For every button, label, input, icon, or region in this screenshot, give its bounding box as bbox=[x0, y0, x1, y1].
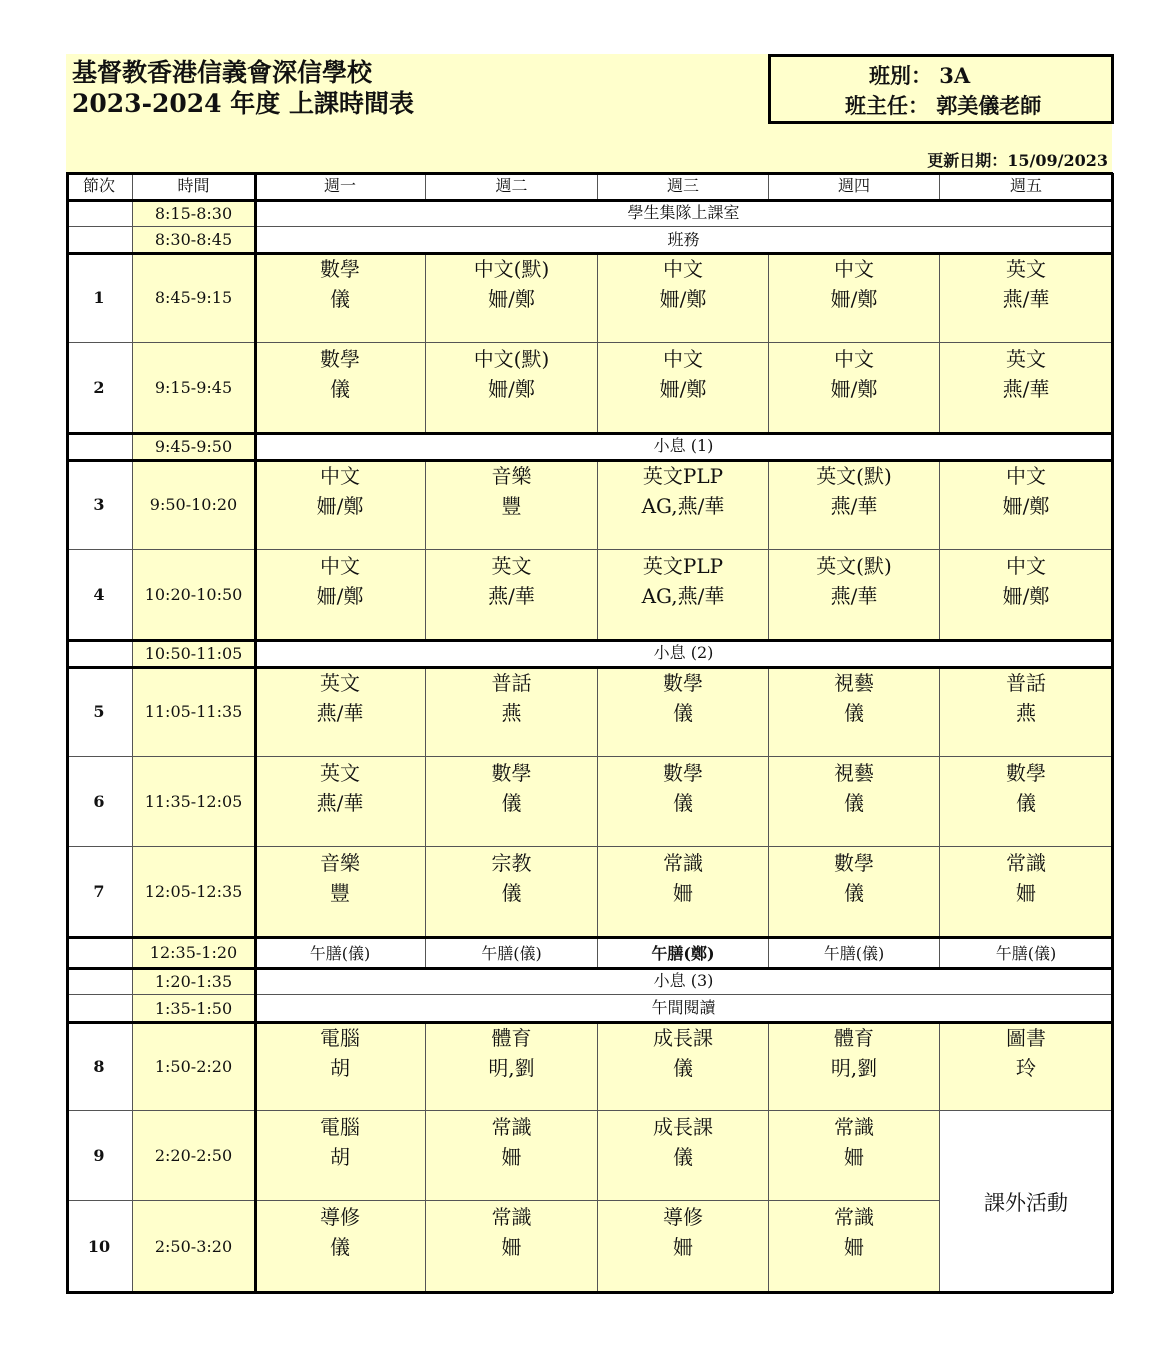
thick-rule bbox=[66, 199, 1113, 202]
lesson-cell bbox=[940, 667, 1113, 757]
teacher-label: 姍/鄭 bbox=[659, 287, 707, 311]
subject-label: 體育 bbox=[491, 1026, 532, 1050]
time-cell: 9:15-9:45 bbox=[133, 343, 255, 433]
teacher-label: 儀 bbox=[673, 701, 693, 725]
subject-label: 成長課 bbox=[653, 1026, 713, 1050]
teacher-label: 姍/鄭 bbox=[488, 377, 535, 401]
lesson-cell bbox=[426, 1111, 598, 1201]
teacher-label: 燕/華 bbox=[830, 494, 878, 518]
teacher-label: 胡 bbox=[330, 1145, 350, 1169]
lesson-cell bbox=[769, 667, 940, 757]
teacher-label: 明,劉 bbox=[488, 1056, 535, 1080]
period-cell: 9 bbox=[66, 1111, 133, 1201]
time-cell: 10:50-11:05 bbox=[133, 640, 255, 667]
event-span: 午間閱讀 bbox=[255, 995, 1113, 1022]
subject-label: 圖書 bbox=[1006, 1026, 1046, 1050]
lesson-cell bbox=[255, 343, 426, 433]
subject-label: 體育 bbox=[834, 1026, 874, 1050]
period-header: 節次 bbox=[66, 173, 133, 200]
teacher-label: 姍/鄭 bbox=[1002, 584, 1050, 608]
teacher-label: 豐 bbox=[330, 881, 350, 905]
subject-label: 數學 bbox=[491, 761, 532, 785]
lesson-cell bbox=[255, 847, 426, 937]
lesson-cell bbox=[598, 847, 769, 937]
time-cell: 11:05-11:35 bbox=[133, 667, 255, 757]
teacher-label: 儀 bbox=[673, 1145, 693, 1169]
lesson-cell bbox=[940, 460, 1113, 550]
thick-rule bbox=[66, 666, 1113, 669]
teacher-label: 儀 bbox=[1016, 791, 1036, 815]
thursday-header: 週四 bbox=[769, 173, 940, 200]
teacher-label: 燕/華 bbox=[1002, 287, 1050, 311]
teacher-label: 姍 bbox=[501, 1145, 522, 1169]
thick-rule bbox=[66, 639, 1113, 642]
subject-label: 數學 bbox=[320, 347, 360, 371]
class-label: 班別： 3A bbox=[869, 63, 971, 88]
lesson-cell bbox=[769, 1022, 940, 1111]
time-cell: 1:50-2:20 bbox=[133, 1022, 255, 1111]
lesson-cell bbox=[769, 757, 940, 847]
subject-label: 數學 bbox=[1006, 761, 1046, 785]
period-cell: 8 bbox=[66, 1022, 133, 1111]
thick-rule bbox=[66, 936, 1113, 939]
teacher-label: 姍/鄭 bbox=[1002, 494, 1050, 518]
thick-rule bbox=[1111, 173, 1114, 1293]
teacher-label: 儀 bbox=[501, 791, 522, 815]
teacher-label: 儀 bbox=[330, 377, 350, 401]
teacher-label: 燕/華 bbox=[316, 791, 364, 815]
subject-label: 普話 bbox=[491, 671, 532, 695]
subject-label: 數學 bbox=[320, 257, 360, 281]
period-cell bbox=[66, 995, 133, 1022]
lesson-cell bbox=[598, 460, 769, 550]
teacher-label: 燕/華 bbox=[488, 584, 535, 608]
event-span: 小息 (1) bbox=[255, 433, 1113, 460]
thick-rule bbox=[66, 459, 1113, 462]
teacher-label: 儀 bbox=[330, 287, 350, 311]
event-span: 班務 bbox=[255, 227, 1113, 253]
lesson-cell bbox=[255, 460, 426, 550]
period-cell: 7 bbox=[66, 847, 133, 937]
lunch-cell: 午膳(儀) bbox=[769, 937, 940, 968]
time-header: 時間 bbox=[133, 173, 255, 200]
subject-label: 英文 bbox=[320, 761, 360, 785]
lesson-cell bbox=[598, 253, 769, 343]
subject-label: 音樂 bbox=[320, 851, 360, 875]
time-cell: 8:45-9:15 bbox=[133, 253, 255, 343]
lunch-cell: 午膳(儀) bbox=[255, 937, 426, 968]
teacher-label: 姍 bbox=[1016, 881, 1036, 905]
period-cell: 2 bbox=[66, 343, 133, 433]
subject-label: 數學 bbox=[663, 761, 703, 785]
teacher-label: 燕/華 bbox=[830, 584, 878, 608]
teacher-label: 姍 bbox=[844, 1145, 864, 1169]
subject-label: 英文PLP bbox=[642, 464, 724, 488]
subject-label: 音樂 bbox=[491, 464, 532, 488]
subject-label: 英文 bbox=[1006, 257, 1046, 281]
lesson-cell bbox=[426, 460, 598, 550]
lesson-cell bbox=[426, 253, 598, 343]
lesson-cell bbox=[598, 550, 769, 640]
teacher-label: 玲 bbox=[1016, 1056, 1036, 1080]
lesson-cell bbox=[426, 847, 598, 937]
teacher-label: 姍/鄭 bbox=[316, 494, 364, 518]
lesson-cell bbox=[426, 667, 598, 757]
time-cell: 12:35-1:20 bbox=[133, 937, 255, 968]
lesson-cell bbox=[940, 550, 1113, 640]
lesson-cell bbox=[598, 1111, 769, 1201]
subject-label: 常識 bbox=[663, 851, 703, 875]
lesson-cell bbox=[255, 1201, 426, 1293]
subject-label: 英文PLP bbox=[642, 554, 724, 578]
lesson-cell bbox=[940, 253, 1113, 343]
lesson-cell bbox=[769, 847, 940, 937]
subject-label: 視藝 bbox=[834, 671, 874, 695]
period-cell bbox=[66, 640, 133, 667]
teacher-label: AG,燕/華 bbox=[641, 494, 725, 518]
teacher-label: 儀 bbox=[844, 791, 864, 815]
subject-label: 成長課 bbox=[653, 1115, 713, 1139]
thick-rule bbox=[66, 172, 1113, 175]
time-cell: 2:50-3:20 bbox=[133, 1201, 255, 1293]
lesson-cell bbox=[255, 757, 426, 847]
teacher-label: 儀 bbox=[844, 701, 864, 725]
subject-label: 常識 bbox=[834, 1205, 874, 1229]
subject-label: 視藝 bbox=[834, 761, 874, 785]
lesson-cell bbox=[940, 343, 1113, 433]
lesson-cell bbox=[598, 343, 769, 433]
lesson-cell bbox=[426, 757, 598, 847]
teacher-label: 燕 bbox=[501, 701, 522, 725]
teacher-label: 姍/鄭 bbox=[488, 287, 535, 311]
thick-rule bbox=[254, 173, 257, 1293]
lunch-cell: 午膳(儀) bbox=[940, 937, 1113, 968]
lesson-cell bbox=[769, 1201, 940, 1293]
subject-label: 普話 bbox=[1006, 671, 1046, 695]
lesson-cell bbox=[769, 343, 940, 433]
period-cell: 1 bbox=[66, 253, 133, 343]
teacher-label: 儀 bbox=[673, 791, 693, 815]
extracurricular-cell: 課外活動 bbox=[940, 1111, 1113, 1293]
subject-label: 電腦 bbox=[320, 1026, 360, 1050]
thick-rule bbox=[66, 432, 1113, 435]
time-cell: 9:45-9:50 bbox=[133, 433, 255, 460]
school-title bbox=[72, 57, 414, 119]
lesson-cell bbox=[426, 343, 598, 433]
lesson-cell bbox=[426, 550, 598, 640]
subject-label: 導修 bbox=[320, 1205, 360, 1229]
thick-rule bbox=[66, 1291, 1113, 1294]
subject-label: 宗教 bbox=[491, 851, 532, 875]
teacher-label: 姍 bbox=[844, 1235, 864, 1259]
period-cell bbox=[66, 937, 133, 968]
teacher-label: 燕/華 bbox=[316, 701, 364, 725]
period-cell: 3 bbox=[66, 460, 133, 550]
subject-label: 電腦 bbox=[320, 1115, 360, 1139]
school-name: 基督教香港信義會深信學校 bbox=[72, 58, 373, 87]
period-cell: 5 bbox=[66, 667, 133, 757]
subject-label: 中文 bbox=[1006, 554, 1046, 578]
teacher-label: 姍 bbox=[673, 881, 693, 905]
timetable-year: 2023-2024 年度 上課時間表 bbox=[72, 89, 414, 118]
teacher-label: 儀 bbox=[501, 881, 522, 905]
teacher-label: 胡 bbox=[330, 1056, 350, 1080]
lesson-cell bbox=[255, 1022, 426, 1111]
period-cell bbox=[66, 200, 133, 227]
teacher-label: 姍 bbox=[673, 1235, 693, 1259]
subject-label: 中文 bbox=[663, 257, 703, 281]
subject-label: 常識 bbox=[491, 1205, 532, 1229]
period-cell bbox=[66, 433, 133, 460]
timetable-grid bbox=[66, 173, 1113, 1293]
subject-label: 英文(默) bbox=[816, 464, 892, 488]
time-cell: 8:15-8:30 bbox=[133, 200, 255, 227]
subject-label: 英文 bbox=[320, 671, 360, 695]
thick-rule bbox=[66, 1021, 1113, 1024]
teacher-label: 明,劉 bbox=[830, 1056, 878, 1080]
teacher-label: 儀 bbox=[330, 1235, 350, 1259]
lesson-cell bbox=[769, 460, 940, 550]
lesson-cell bbox=[769, 1111, 940, 1201]
event-span: 小息 (2) bbox=[255, 640, 1113, 667]
subject-label: 中文(默) bbox=[473, 257, 550, 281]
lesson-cell bbox=[598, 667, 769, 757]
time-cell: 8:30-8:45 bbox=[133, 227, 255, 253]
subject-label: 中文 bbox=[320, 464, 360, 488]
subject-label: 中文 bbox=[834, 257, 874, 281]
lesson-cell bbox=[598, 757, 769, 847]
monday-header: 週一 bbox=[255, 173, 426, 200]
time-cell: 1:20-1:35 bbox=[133, 968, 255, 995]
subject-label: 英文 bbox=[1006, 347, 1046, 371]
teacher-label: AG,燕/華 bbox=[641, 584, 725, 608]
updated-date: 更新日期：15/09/2023 bbox=[927, 151, 1108, 170]
period-cell: 10 bbox=[66, 1201, 133, 1293]
lesson-cell bbox=[255, 550, 426, 640]
time-cell: 9:50-10:20 bbox=[133, 460, 255, 550]
event-span: 小息 (3) bbox=[255, 968, 1113, 995]
lesson-cell bbox=[769, 253, 940, 343]
friday-header: 週五 bbox=[940, 173, 1113, 200]
subject-label: 中文 bbox=[320, 554, 360, 578]
thick-rule bbox=[66, 173, 69, 1293]
event-span: 學生集隊上課室 bbox=[255, 200, 1113, 227]
lesson-cell bbox=[255, 667, 426, 757]
teacher-label: 姍/鄭 bbox=[659, 377, 707, 401]
thick-rule bbox=[66, 967, 1113, 970]
time-cell: 12:05-12:35 bbox=[133, 847, 255, 937]
teacher-label: 豐 bbox=[501, 494, 522, 518]
subject-label: 數學 bbox=[834, 851, 874, 875]
time-cell: 2:20-2:50 bbox=[133, 1111, 255, 1201]
lesson-cell bbox=[426, 1022, 598, 1111]
class-info-box bbox=[768, 54, 1114, 124]
teacher-label: 儀 bbox=[673, 1056, 693, 1080]
period-cell bbox=[66, 227, 133, 253]
lesson-cell bbox=[255, 1111, 426, 1201]
teacher-label: 班主任： 郭美儀老師 bbox=[845, 93, 1042, 118]
subject-label: 導修 bbox=[663, 1205, 703, 1229]
subject-label: 常識 bbox=[491, 1115, 532, 1139]
lesson-cell bbox=[598, 1201, 769, 1293]
subject-label: 常識 bbox=[1006, 851, 1046, 875]
teacher-label: 姍 bbox=[501, 1235, 522, 1259]
thick-rule bbox=[66, 252, 1113, 255]
teacher-label: 燕 bbox=[1016, 701, 1036, 725]
teacher-label: 姍/鄭 bbox=[830, 377, 878, 401]
lesson-cell bbox=[940, 1022, 1113, 1111]
subject-label: 中文 bbox=[1006, 464, 1046, 488]
lesson-cell bbox=[940, 757, 1113, 847]
period-cell: 4 bbox=[66, 550, 133, 640]
lesson-cell bbox=[769, 550, 940, 640]
teacher-label: 儀 bbox=[844, 881, 864, 905]
time-cell: 10:20-10:50 bbox=[133, 550, 255, 640]
time-cell: 1:35-1:50 bbox=[133, 995, 255, 1022]
subject-label: 數學 bbox=[663, 671, 703, 695]
teacher-label: 燕/華 bbox=[1002, 377, 1050, 401]
subject-label: 中文 bbox=[663, 347, 703, 371]
period-cell: 6 bbox=[66, 757, 133, 847]
lesson-cell bbox=[598, 1022, 769, 1111]
subject-label: 英文 bbox=[491, 554, 532, 578]
lesson-cell bbox=[940, 847, 1113, 937]
wednesday-header: 週三 bbox=[598, 173, 769, 200]
subject-label: 中文 bbox=[834, 347, 874, 371]
subject-label: 中文(默) bbox=[473, 347, 550, 371]
lesson-cell bbox=[255, 253, 426, 343]
time-cell: 11:35-12:05 bbox=[133, 757, 255, 847]
lunch-cell: 午膳(鄭) bbox=[598, 937, 769, 968]
lunch-cell: 午膳(儀) bbox=[426, 937, 598, 968]
subject-label: 常識 bbox=[834, 1115, 874, 1139]
lesson-cell bbox=[426, 1201, 598, 1293]
subject-label: 英文(默) bbox=[816, 554, 892, 578]
teacher-label: 姍/鄭 bbox=[830, 287, 878, 311]
period-cell bbox=[66, 968, 133, 995]
tuesday-header: 週二 bbox=[426, 173, 598, 200]
teacher-label: 姍/鄭 bbox=[316, 584, 364, 608]
